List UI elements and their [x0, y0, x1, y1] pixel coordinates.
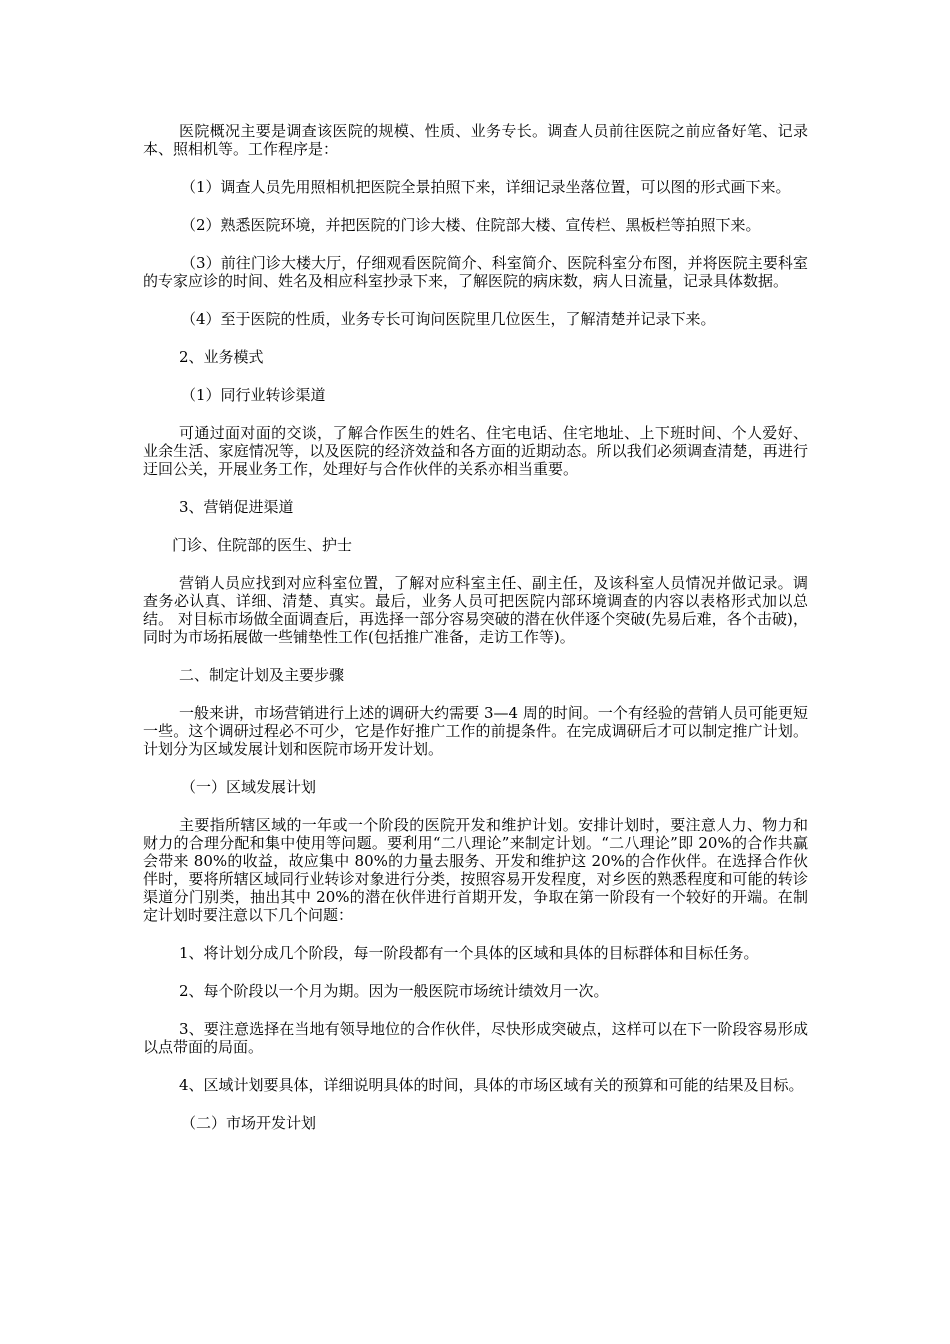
paragraph-plan-point-3: 3、要注意选择在当地有领导地位的合作伙伴，尽快形成突破点，这样可以在下一阶段容易形成以点带面的局面。 [143, 1020, 808, 1056]
heading-doctors-nurses: 门诊、住院部的医生、护士 [172, 536, 353, 554]
paragraph-plan-point-4: 4、区域计划要具体，详细说明具体的时间，具体的市场区域有关的预算和可能的结果及目标。 [179, 1076, 804, 1094]
paragraph-step-3: （3）前往门诊大楼大厅，仔细观看医院简介、科室简介、医院科室分布图，并将医院主要科室的专家应诊的时间、姓名及相应科室抄录下来，了解医院的病床数，病人日流量，记录具体数据。 [143, 254, 808, 290]
paragraph-step-4: （4）至于医院的性质，业务专长可询问医院里几位医生，了解清楚并记录下来。 [181, 310, 716, 328]
paragraph-plan-point-2: 2、每个阶段以一个月为期。因为一般医院市场统计绩效月一次。 [179, 982, 609, 1000]
paragraph-intro: 医院概况主要是调查该医院的规模、性质、业务专长。调查人员前往医院之前应备好笔、记录本、照相机等。工作程序是： [143, 122, 808, 158]
document-body [143, 122, 808, 1152]
paragraph-step-1: （1）调查人员先用照相机把医院全景拍照下来，详细记录坐落位置，可以图的形式画下来。 [181, 178, 791, 196]
heading-planning: 二、制定计划及主要步骤 [179, 666, 345, 684]
heading-referral-channel: （1）同行业转诊渠道 [181, 386, 326, 404]
heading-market-plan: （二）市场开发计划 [181, 1114, 317, 1132]
heading-regional-plan: （一）区域发展计划 [181, 778, 317, 796]
heading-marketing-channel: 3、营销促进渠道 [179, 498, 294, 516]
paragraph-step-2: （2）熟悉医院环境，并把医院的门诊大楼、住院部大楼、宣传栏、黑板栏等拍照下来。 [181, 216, 761, 234]
paragraph-regional-plan: 主要指所辖区域的一年或一个阶段的医院开发和维护计划。安排计划时，要注意人力、物力和财力的合理分配和集中使用等问题。要利用“二八理论”来制定计划。“二八理论”即 20%的合作共赢会带来 80%的收益，故应集中 80%的力量去服务、开发和维护这 20%的合作伙伴。在选择合作伙伴时，要将所辖区域同行业转诊对象进行分类，按照容易开发程度，对乡医的熟悉程度和可能的转诊渠道分门别类，抽出其中 20%的潜在伙伴进行首期开发，争取在第一阶段有一个较好的开端。在制定计划时要注意以下几个问题： [143, 816, 808, 924]
paragraph-marketing-staff: 营销人员应找到对应科室位置，了解对应科室主任、副主任，及该科室人员情况并做记录。调查务必认真、详细、清楚、真实。最后，业务人员可把医院内部环境调查的内容以表格形式加以总结。 对目标市场做全面调查后，再选择一部分容易突破的潜在伙伴逐个突破(先易后难，各个击破)，同时为市场拓展做一些铺垫性工作(包括推广准备，走访工作等)。 [143, 574, 808, 646]
heading-business-model: 2、业务模式 [179, 348, 264, 366]
paragraph-referral-channel: 可通过面对面的交谈，了解合作医生的姓名、住宅电话、住宅地址、上下班时间、个人爱好、业余生活、家庭情况等，以及医院的经济效益和各方面的近期动态。所以我们必须调查清楚，再进行迂回公关，开展业务工作，处理好与合作伙伴的关系亦相当重要。 [143, 424, 808, 478]
paragraph-planning: 一般来讲，市场营销进行上述的调研大约需要 3—4 周的时间。一个有经验的营销人员可能更短一些。这个调研过程必不可少，它是作好推广工作的前提条件。在完成调研后才可以制定推广计划。计划分为区域发展计划和医院市场开发计划。 [143, 704, 808, 758]
paragraph-plan-point-1: 1、将计划分成几个阶段，每一阶段都有一个具体的区域和具体的目标群体和目标任务。 [179, 944, 759, 962]
